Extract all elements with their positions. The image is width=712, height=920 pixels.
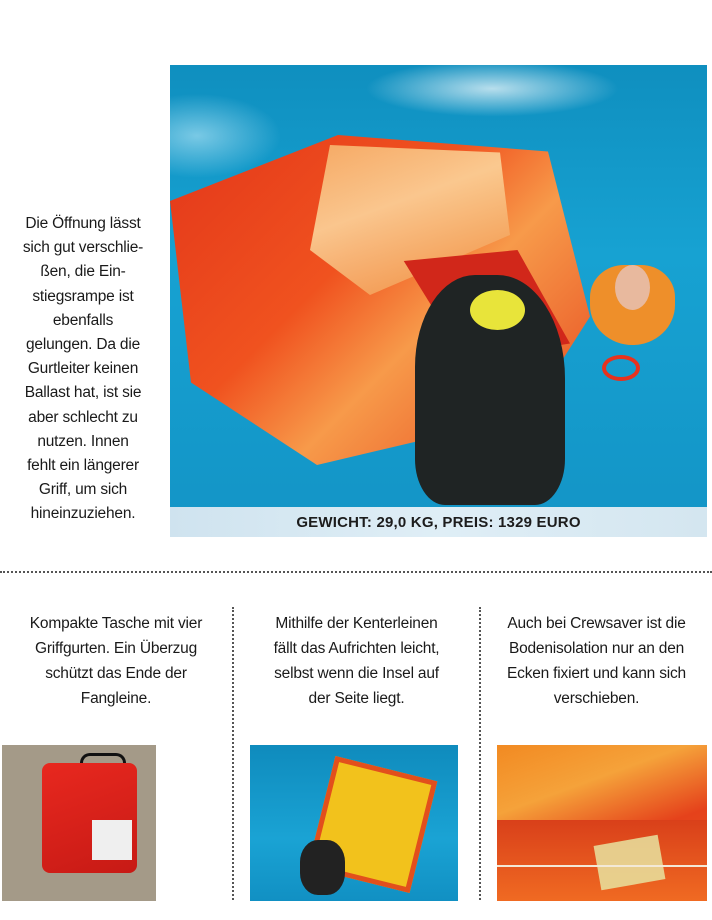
bag-label-shape [92, 820, 132, 860]
caption-line: der Seite liegt. [308, 690, 405, 707]
thumbnail-bag [2, 745, 156, 901]
side-line: stiegsrampe ist [32, 287, 134, 305]
side-line: nutzen. Innen [37, 432, 129, 450]
side-line: gelungen. Da die [25, 336, 140, 354]
side-line: fehlt ein längerer [27, 457, 139, 475]
caption-line: Griffgurten. Ein Überzug [34, 640, 198, 657]
side-description [0, 212, 166, 527]
side-line: ebenfalls [52, 311, 114, 329]
caption-bag [0, 611, 232, 711]
caption-line: Fangleine. [80, 690, 152, 707]
caption-insulation [481, 611, 712, 711]
side-line: Die Öffnung lässt [25, 215, 141, 232]
caption-line: schützt das Ende der [45, 665, 187, 682]
side-line: Griff, um sich [38, 481, 128, 499]
side-line: Ballast hat, ist sie [24, 384, 142, 402]
side-line: hineinzuziehen. [30, 505, 136, 523]
horizontal-divider [0, 571, 712, 573]
diver-shape [300, 840, 345, 895]
caption-line: Ecken fixiert und kann sich [507, 665, 686, 682]
thumbnail-interior [497, 745, 707, 901]
side-line: aber schlecht zu [28, 408, 138, 426]
caption-line: Kompakte Tasche mit vier [29, 615, 203, 632]
caption-righting [234, 611, 479, 711]
swimmer-face-shape [615, 265, 650, 310]
caption-line: Bodenisolation nur an den [508, 640, 685, 657]
diver-hood-shape [470, 290, 525, 330]
caption-line: Mithilfe der Kenterleinen [275, 615, 438, 632]
side-line: sich gut verschlie- [22, 239, 144, 257]
caption-line: selbst wenn die Insel auf [274, 665, 439, 682]
caption-line: fällt das Aufrichten leicht, [273, 640, 440, 657]
side-line: Gurtleiter keinen [27, 360, 139, 378]
caption-line: Auch bei Crewsaver ist die [507, 615, 686, 632]
caption-line: verschieben. [553, 690, 640, 707]
rope-shape [497, 865, 707, 867]
ring-buoy-shape [602, 355, 640, 381]
thumbnail-righting [250, 745, 458, 901]
side-line: ßen, die Ein- [40, 263, 126, 281]
hero-photo [170, 65, 707, 537]
weight-price-caption: GEWICHT: 29,0 KG, PREIS: 1329 EURO [170, 507, 707, 537]
